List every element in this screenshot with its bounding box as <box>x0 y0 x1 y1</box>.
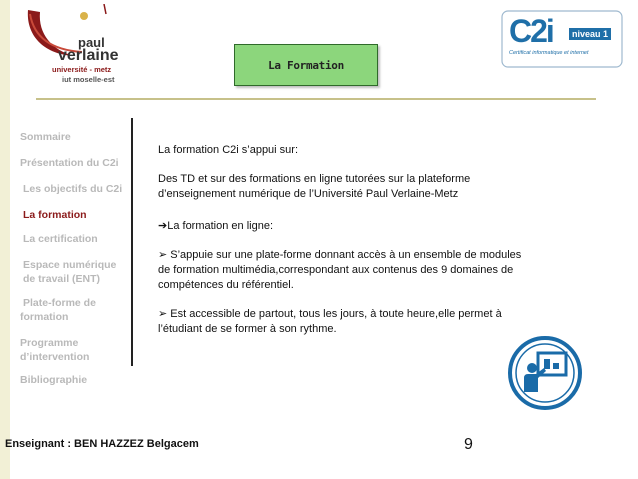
sidebar-item-ent-line2: de travail (ENT) <box>23 273 101 285</box>
content-line: La formation C2i s’appui sur: <box>158 144 299 156</box>
logo-text-line3: université - metz <box>52 65 112 74</box>
c2i-logo <box>501 10 623 68</box>
university-logo <box>22 4 142 92</box>
content-line: ➢ S’appuie sur une plate-forme donnant accès à un ensemble de modules <box>158 249 522 261</box>
c2i-level-badge: niveau 1 <box>569 28 611 40</box>
sidebar-item-plateforme-line2: formation <box>20 311 69 323</box>
page-number: 9 <box>464 436 473 453</box>
sidebar-item-ent[interactable] <box>23 258 116 286</box>
sidebar-item-objectifs[interactable]: Les objectifs du C2i <box>23 183 123 195</box>
slide-title: La Formation <box>234 44 378 86</box>
content-bullet-access <box>158 307 502 337</box>
left-decorative-strip <box>0 0 10 479</box>
sidebar-item-plateforme-line1: Plate-forme de <box>23 297 96 309</box>
content-bullet-platform <box>158 248 521 293</box>
content-paragraph-td <box>158 172 470 202</box>
sidebar-item-ent-line1: Espace numérique <box>23 259 117 271</box>
presentation-teacher-icon <box>508 336 582 410</box>
sidebar-item-certification[interactable]: La certification <box>23 233 98 245</box>
logo-text-line1: paul <box>78 35 105 50</box>
sidebar-divider <box>131 118 133 366</box>
content-line: ➔La formation en ligne: <box>158 220 274 232</box>
sidebar-item-bibliographie[interactable]: Bibliographie <box>20 374 88 386</box>
logo-text-line2: verlaine <box>58 47 119 64</box>
sidebar-item-programme[interactable] <box>20 336 89 364</box>
c2i-mark: C2i <box>509 13 553 49</box>
sidebar-item-programme-line2: d’intervention <box>20 351 90 363</box>
header-divider <box>36 98 596 100</box>
content-line: d’enseignement numérique de l’Université Paul Verlaine-Metz <box>158 188 459 200</box>
content-paragraph-intro <box>158 143 298 158</box>
content-line: l’étudiant de se former à son rythme. <box>158 323 337 335</box>
content-line: de formation multimédia,correspondant aux contenus des 9 domaines de <box>158 264 514 276</box>
sidebar-item-programme-line1: Programme <box>20 337 79 349</box>
logo-text-line4: iut moselle-est <box>62 75 115 84</box>
content-line: ➢ Est accessible de partout, tous les jours, à toute heure,elle permet à <box>158 308 502 320</box>
sidebar-item-formation[interactable]: La formation <box>23 209 87 221</box>
sidebar-item-plateforme[interactable] <box>20 296 96 324</box>
content-line: Des TD et sur des formations en ligne tutorées sur la plateforme <box>158 173 471 185</box>
content-line: compétences du référentiel. <box>158 279 294 291</box>
footer-teacher: Enseignant : BEN HAZZEZ Belgacem <box>5 438 199 450</box>
sidebar-item-sommaire[interactable]: Sommaire <box>20 131 71 143</box>
content-paragraph-online <box>158 219 273 234</box>
c2i-tagline: Certificat informatique et internet <box>509 50 589 56</box>
sidebar-item-presentation[interactable]: Présentation du C2i <box>20 157 119 169</box>
